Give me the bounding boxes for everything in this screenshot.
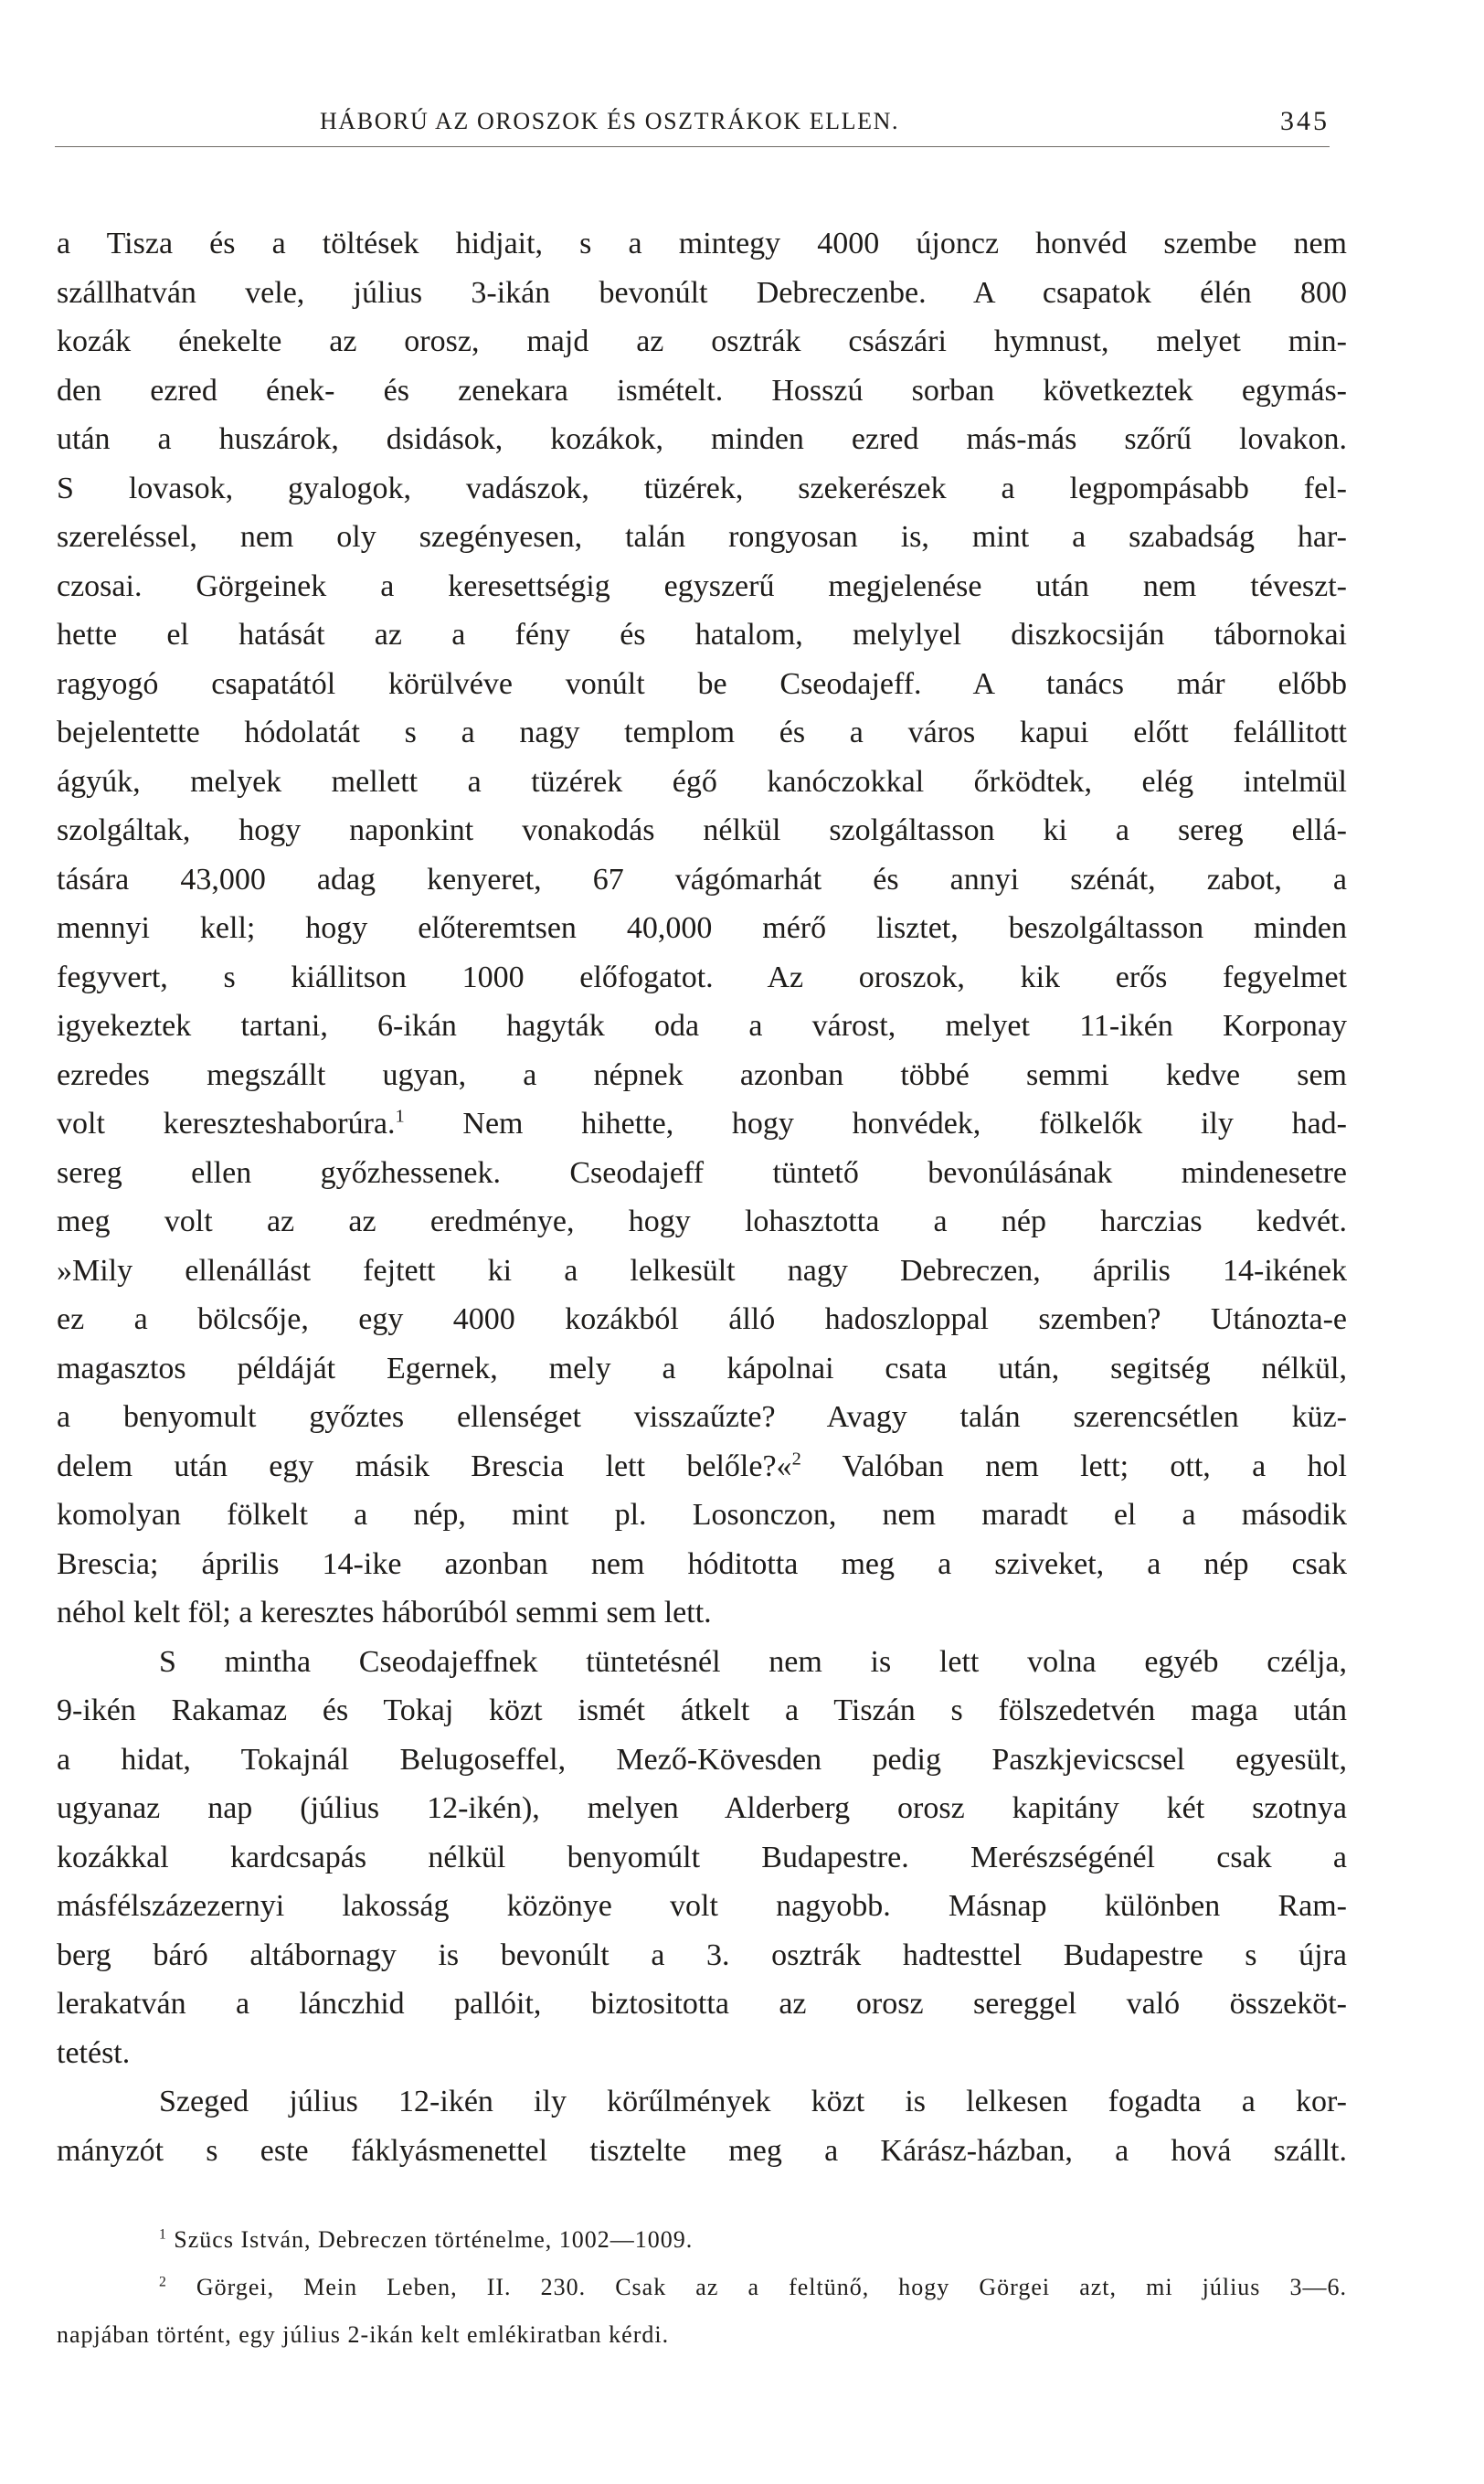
text-segment: volt kereszteshaborúra. [57,1107,396,1141]
text-line: Brescia; április 14-ike azonban nem hóditotta meg a sziveket, a nép csak [57,1546,1347,1581]
text-line: a benyomult győztes ellenséget visszaűzte? Avagy talán szerencsétlen küz- [57,1400,1347,1434]
text-line: S mintha Cseodajeffnek tüntetésnél nem is lett volna egyéb czélja, [159,1644,1347,1679]
text-line: lerakatván a lánczhid pallóit, biztositotta az orosz sereggel való összeköt- [57,1987,1347,2021]
footnote-mark: 1 [159,2226,167,2243]
text-line: 9-ikén Rakamaz és Tokaj közt ismét átkelt a Tiszán s fölszedetvén maga után [57,1693,1347,1727]
footnote-text: Görgei, Mein Leben, II. 230. Csak az a feltünő, hogy Görgei azt, mi július 3—6. [196,2274,1347,2300]
text-line: mányzót s este fáklyásmenettel tisztelte meg a Kárász-házban, a hová szállt. [57,2133,1347,2168]
text-segment: Nem hihette, hogy honvédek, fölkelők ily had- [404,1107,1347,1141]
text-line: ágyúk, melyek mellett a tüzérek égő kanóczokkal őrködtek, elég intelmül [57,764,1347,799]
text-line: tására 43,000 adag kenyeret, 67 vágómarhát és annyi szénát, zabot, a [57,862,1347,897]
text-line: kozákkal kardcsapás nélkül benyomúlt Budapestre. Merészségénél csak a [57,1840,1347,1874]
footnote-reference: 2 [791,1449,801,1470]
text-line: mennyi kell; hogy előteremtsen 40,000 mérő lisztet, beszolgáltasson minden [57,911,1347,945]
footnote-2-continued: napjában történt, egy július 2-ikán kelt emlékiratban kérdi. [57,2321,670,2348]
text-line: igyekeztek tartani, 6-ikán hagyták oda a várost, melyet 11-ikén Korponay [57,1009,1347,1043]
footnotes [57,2216,1347,2359]
running-title: HÁBORÚ AZ OROSZOK ÉS OSZTRÁKOK ELLEN. [320,108,900,134]
text-line: kozák énekelte az orosz, majd az osztrák császári hymnust, melyet min- [57,324,1347,358]
page-number: 345 [1280,106,1330,136]
text-line: ezredes megszállt ugyan, a népnek azonban többé semmi kedve sem [57,1057,1347,1092]
text-line: ragyogó csapatától körülvéve vonúlt be Cseodajeff. A tanács már előbb [57,666,1347,701]
text-line: berg báró altábornagy is bevonúlt a 3. osztrák hadtesttel Budapestre s újra [57,1937,1347,1972]
text-line-with-footnote [57,1442,1347,1491]
text-line: S lovasok, gyalogok, vadászok, tüzérek, szekerészek a legpompásabb fel- [57,471,1347,505]
page-header [55,101,1330,146]
text-line: tetést. [57,2035,131,2070]
footnote-mark: 2 [159,2274,167,2290]
text-line: szállhatván vele, július 3-ikán bevonúlt Debreczenbe. A csapatok élén 800 [57,275,1347,310]
text-line: fegyvert, s kiállitson 1000 előfogatot. Az oroszok, kik erős fegyelmet [57,960,1347,994]
text-line: a Tisza és a töltések hidjait, s a mintegy 4000 újoncz honvéd szembe nem [57,227,1347,260]
text-line: komolyan fölkelt a nép, mint pl. Losonczon, nem maradt el a második [57,1498,1347,1532]
text-line: den ezred ének- és zenekara ismételt. Hosszú sorban következtek egymás- [57,373,1347,408]
text-line: ez a bölcsője, egy 4000 kozákból álló hadoszloppal szemben? Utánozta-e [57,1302,1347,1336]
main-text [57,219,1347,2175]
text-segment: Valóban nem lett; ott, a hol [800,1449,1347,1483]
text-segment: delem után egy másik Brescia lett belőle?« [57,1449,792,1483]
text-line: másfélszázezernyi lakosság közönye volt nagyobb. Másnap különben Ram- [57,1889,1347,1923]
text-line: meg volt az az eredménye, hogy lohasztotta a nép harczias kedvét. [57,1205,1347,1238]
text-line: után a huszárok, dsidások, kozákok, minden ezred más-más szőrű lovakon. [57,422,1347,456]
text-line: magasztos példáját Egernek, mely a kápolnai csata után, segitség nélkül, [57,1351,1347,1385]
footnote-text: Szücs István, Debreczen történelme, 1002—1009. [174,2226,694,2253]
text-line: a hidat, Tokajnál Belugoseffel, Mező-Kövesden pedig Paszkjevicscsel egyesült, [57,1742,1347,1777]
text-line: szolgáltak, hogy naponkint vonakodás nélkül szolgáltasson ki a sereg ellá- [57,813,1347,847]
text-line-with-footnote [57,1099,1347,1149]
footnote-1 [57,2216,1347,2264]
text-line: czosai. Görgeinek a keresettségig egyszerű megjelenése után nem téveszt- [57,568,1347,603]
footnote-reference: 1 [395,1106,405,1127]
text-line: sereg ellen győzhessenek. Cseodajeff tüntető bevonúlásának mindenesetre [57,1155,1347,1190]
text-line: Szeged július 12-ikén ily körűlmények közt is lelkesen fogadta a kor- [159,2085,1347,2118]
text-line: ugyanaz nap (július 12-ikén), melyen Alderberg orosz kapitány két szotnya [57,1791,1347,1825]
header-rule [55,146,1330,147]
text-line: »Mily ellenállást fejtett ki a lelkesült nagy Debreczen, április 14-ikének [57,1253,1347,1288]
text-line: szereléssel, nem oly szegényesen, talán rongyosan is, mint a szabadság har- [57,520,1347,554]
text-line: bejelentette hódolatát s a nagy templom és a város kapui előtt felállitott [57,716,1347,749]
text-line: hette el hatását az a fény és hatalom, melylyel diszkocsiján tábornokai [57,618,1347,652]
text-line: néhol kelt föl; a keresztes háborúból semmi sem lett. [57,1596,712,1629]
footnote-2 [57,2264,1347,2311]
